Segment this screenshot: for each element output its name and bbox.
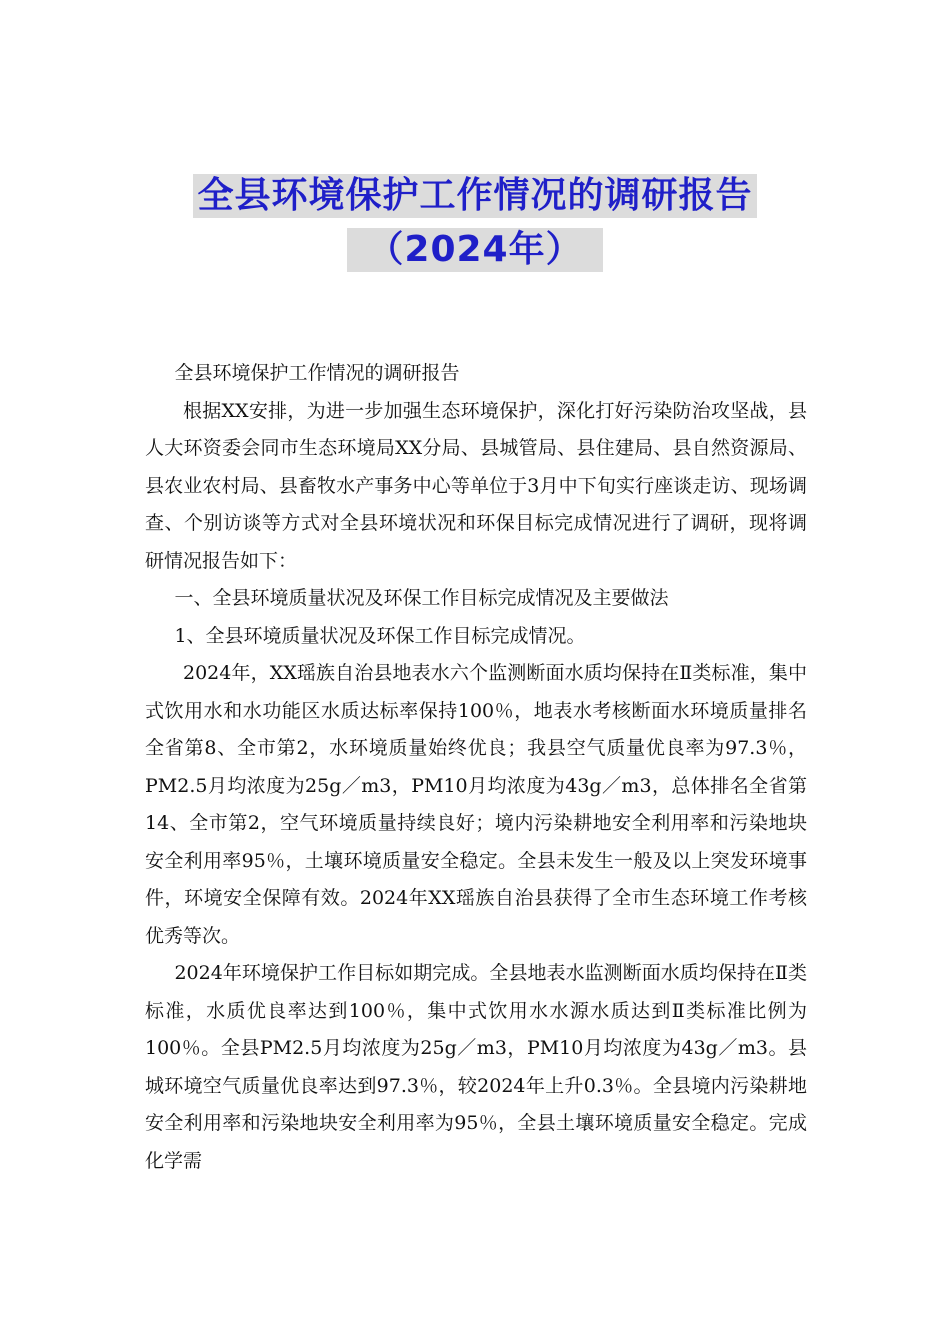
section-heading: 一、全县环境质量状况及环保工作目标完成情况及主要做法 — [174, 587, 669, 609]
subsection-heading: 1、全县环境质量状况及环保工作目标完成情况。 — [174, 624, 586, 647]
title-line-1: 全县环境保护工作情况的调研报告 — [193, 174, 756, 218]
document-body — [145, 355, 807, 1180]
paragraph-heading: 全县环境保护工作情况的调研报告 — [174, 362, 460, 384]
paragraph: 2024年环境保护工作目标如期完成。全县地表水监测断面水质均保持在Ⅱ类标准，水质优良率达到100％，集中式饮用水水源水质达到Ⅱ类标准比例为100％。全县PM2.5月均浓度为25g／m3，PM10月均浓度为43g／m3。县城环境空气质量优良率达到97.3％，较2024年上升0.3％。全县境内污染耕地安全利用率和污染地块安全利用率为95％，全县土壤环境质量安全稳定。完成化学需 — [145, 962, 807, 1172]
paragraph: 2024年，XX瑶族自治县地表水六个监测断面水质均保持在Ⅱ类标准，集中式饮用水和水功能区水质达标率保持100％，地表水考核断面水环境质量排名全省第8、全市第2，水环境质量始终优良；我县空气质量优良率为97.3％，PM2.5月均浓度为25g／m3，PM10月均浓度为43g／m3，总体排名全省第14、全市第2，空气环境质量持续良好；境内污染耕地安全利用率和污染地块安全利用率95％，土壤环境质量安全稳定。全县未发生一般及以上突发环境事件，环境安全保障有效。2024年XX瑶族自治县获得了全市生态环境工作考核优秀等次。 — [145, 662, 807, 947]
paragraph: 根据XX安排，为进一步加强生态环境保护，深化打好污染防治攻坚战，县人大环资委会同市生态环境局XX分局、县城管局、县住建局、县自然资源局、县农业农村局、县畜牧水产事务中心等单位于3月中下旬实行座谈走访、现场调查、个别访谈等方式对全县环境状况和环保目标完成情况进行了调研，现将调研情况报告如下： — [145, 399, 807, 572]
document-title — [0, 174, 950, 272]
title-line-2: （2024年） — [347, 228, 602, 272]
